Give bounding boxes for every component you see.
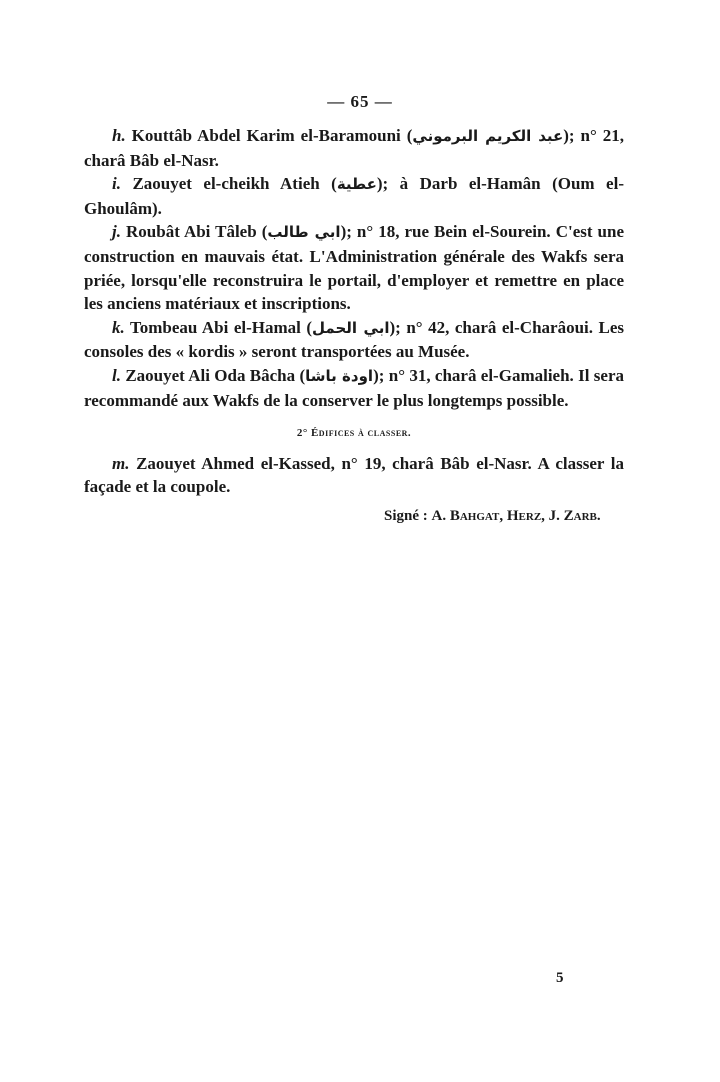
document-body xyxy=(84,124,624,529)
arabic-name: عطية xyxy=(336,175,377,194)
entry-l xyxy=(84,364,624,412)
entry-i xyxy=(84,172,624,220)
signature-names: A. Bahgat, Herz, J. Zarb. xyxy=(431,507,601,524)
entry-letter: l. xyxy=(112,365,121,385)
entry-letter: h. xyxy=(112,126,126,145)
entry-text: Zaouyet Ahmed el-Kassed, n° 19, charâ Bâb el-Nasr. A classer la façade et la coupole. xyxy=(84,453,624,497)
entry-text: ); n° 31, charâ el-Gamalieh. Il sera recommandé aux Wakfs de la conserver le plus longtemps possible. xyxy=(84,365,625,410)
arabic-name: ابي طالب xyxy=(267,223,341,242)
entry-text: ); à Darb el-Hamân (Oum el-Ghoulâm). xyxy=(84,174,624,218)
arabic-name: ابي الحمل xyxy=(312,318,390,337)
entry-j xyxy=(84,220,624,315)
entry-text: Kouttâb Abdel Karim el-Baramouni ( xyxy=(125,126,413,145)
signature xyxy=(84,505,624,529)
entry-text: ); n° 18, rue Bein el-Sourein. C'est une construction en mauvais état. L'Administration générale des Wakfs sera priée, lorsqu'elle reconstruira le portail, d'employer et remettre en place les anciens matériaux et inscriptions. xyxy=(84,222,624,314)
entry-h xyxy=(84,124,624,172)
entry-text: Zaouyet el-cheikh Atieh ( xyxy=(120,174,337,194)
entry-m xyxy=(84,452,624,499)
entry-letter: i. xyxy=(112,174,121,194)
section-heading: 2° Édifices à classer. xyxy=(296,427,412,440)
entry-letter: k. xyxy=(112,317,125,337)
entry-text: ); n° 21, charâ Bâb el-Nasr. xyxy=(84,126,624,170)
signature-prefix: Signé : xyxy=(384,507,432,524)
entry-letter: m. xyxy=(112,453,130,473)
entry-letter: j. xyxy=(112,222,121,242)
entry-text: ); n° 42, charâ el-Charâoui. Les consoles des « kordis » seront transportées au Musée. xyxy=(84,317,624,362)
entry-text: Roubât Abi Tâleb ( xyxy=(120,222,268,242)
entry-text: Tombeau Abi el-Hamal ( xyxy=(124,317,313,337)
page-number-bottom: 5 xyxy=(556,970,564,986)
arabic-name: عبد الكريم البرموني xyxy=(412,127,564,145)
entry-k xyxy=(84,316,624,364)
arabic-name: اودة باشا xyxy=(305,366,374,385)
entry-text: Zaouyet Ali Oda Bâcha ( xyxy=(120,365,306,385)
page-number-top: — 65 — xyxy=(327,92,393,111)
